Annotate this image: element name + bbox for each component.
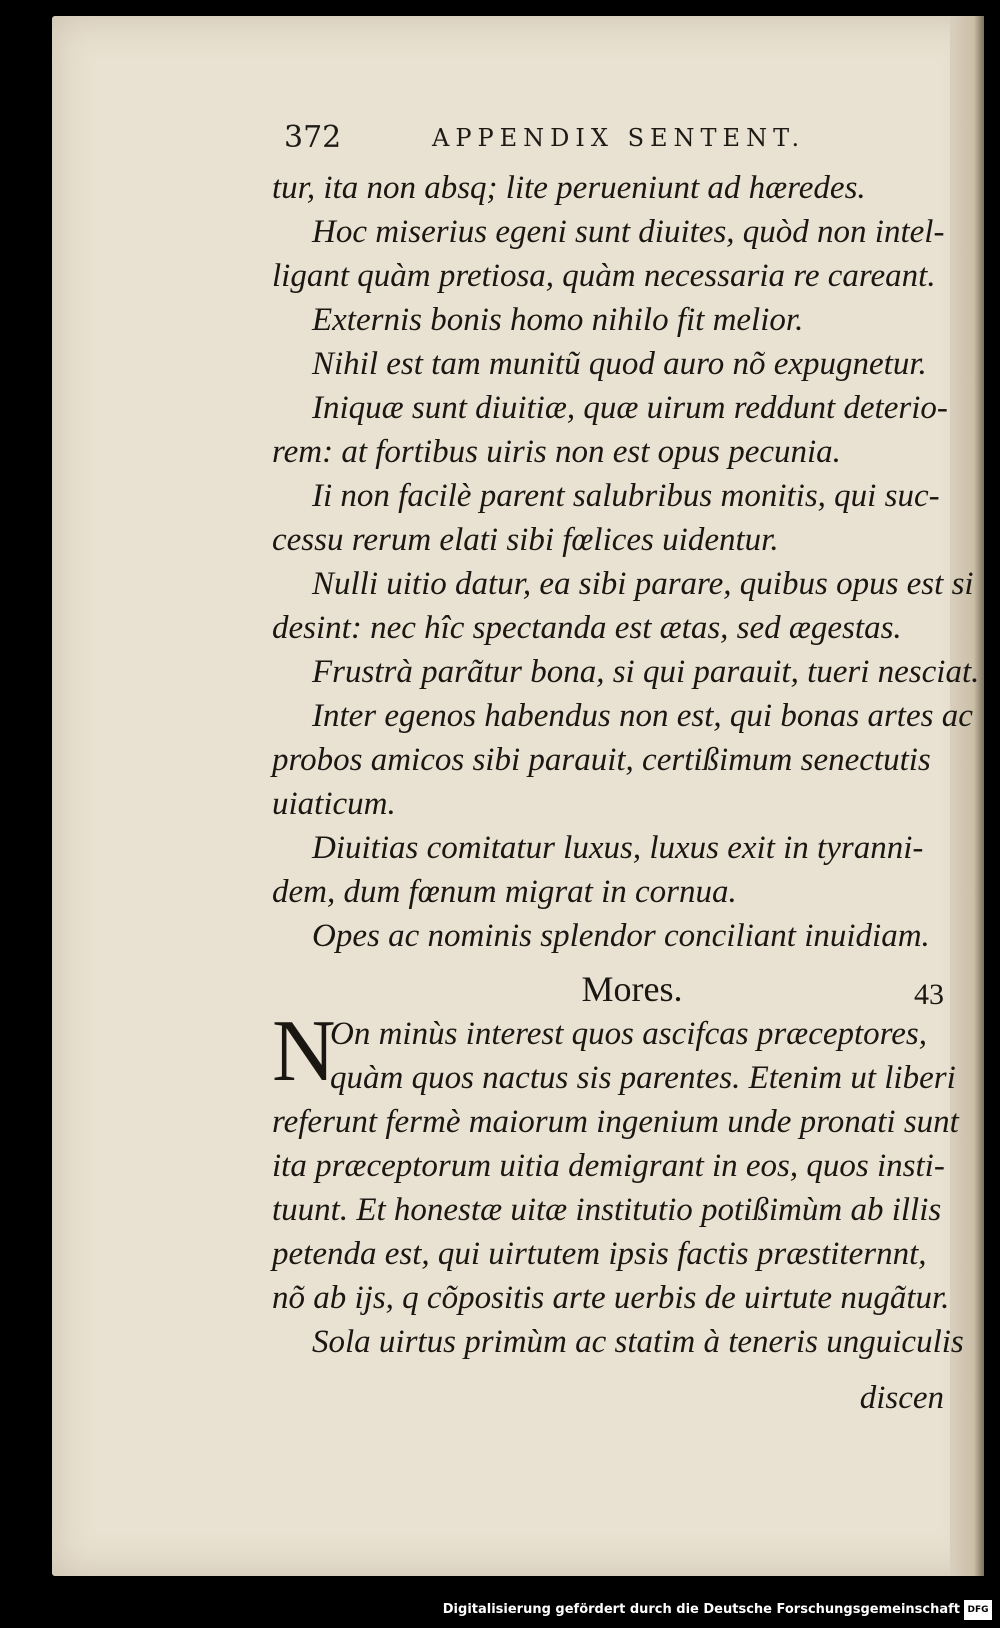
text-line: rem: at fortibus uiris non est opus pecunia. xyxy=(272,434,841,470)
section-paragraph xyxy=(272,1003,992,1364)
catchword: discen xyxy=(859,1380,944,1416)
text-line: cessu rerum elati sibi fœlices uidentur. xyxy=(272,522,779,558)
text-line: ligant quàm pretiosa, quàm necessaria re careant. xyxy=(272,258,936,294)
text-line: referunt fermè maiorum ingenium unde pronati sunt xyxy=(272,1104,959,1140)
text-line: Diuitias comitatur luxus, luxus exit in tyranni- xyxy=(312,830,924,866)
text-line: Iniquæ sunt diuitiæ, quæ uirum reddunt deterio- xyxy=(312,390,948,426)
text-line: Opes ac nominis splendor conciliant inuidiam. xyxy=(312,918,930,954)
text-line: tur, ita non absq; lite perueniunt ad hæredes. xyxy=(272,170,866,206)
text-line: probos amicos sibi parauit, certißimum senectutis xyxy=(272,742,931,778)
section-title: Mores. xyxy=(581,969,683,1009)
text-line: tuunt. Et honestæ uitæ institutio potißimùm ab illis xyxy=(272,1192,942,1228)
drop-capital: N xyxy=(272,1003,336,1100)
running-head: APPENDIX SENTENT. xyxy=(432,124,806,152)
text-line: Hoc miserius egeni sunt diuites, quòd non intel- xyxy=(312,214,945,250)
text-line: nõ ab ijs, q cõpositis arte uerbis de uirtute nugãtur. xyxy=(272,1280,950,1316)
text-line: desint: nec hîc spectanda est ætas, sed ægestas. xyxy=(272,610,902,646)
text-line: petenda est, qui uirtutem ipsis factis præstiternnt, xyxy=(272,1236,927,1272)
text-line: Nulli uitio datur, ea sibi parare, quibus opus est si xyxy=(312,566,974,602)
folio-number: 372 xyxy=(284,120,342,155)
text-line: On minùs interest quos ascifcas præceptores, xyxy=(330,1016,928,1052)
dfg-logo-icon: DFG xyxy=(964,1600,992,1620)
text-line: dem, dum fœnum migrat in cornua. xyxy=(272,874,737,910)
text-line: Nihil est tam munitũ quod auro nõ expugnetur. xyxy=(312,346,927,382)
text-line: Inter egenos habendus non est, qui bonas artes ac xyxy=(312,698,973,734)
signature-mark: 43 xyxy=(914,978,944,1011)
text-line: quàm quos nactus sis parentes. Etenim ut liberi xyxy=(330,1060,956,1096)
text-line: Frustrà parãtur bona, si qui parauit, tueri nesciat. xyxy=(312,654,980,690)
text-body xyxy=(272,166,992,1416)
text-line: Externis bonis homo nihilo fit melior. xyxy=(312,302,804,338)
footer-bar xyxy=(0,1596,1000,1628)
text-line: Ii non facilè parent salubribus monitis, qui suc- xyxy=(312,478,940,514)
page-header xyxy=(284,120,904,160)
funding-credit: Digitalisierung gefördert durch die Deutsche Forschungsgemeinschaft xyxy=(442,1602,960,1617)
book-page xyxy=(52,16,984,1576)
text-line: Sola uirtus primùm ac statim à teneris unguiculis xyxy=(312,1324,964,1360)
text-line: ita præceptorum uitia demigrant in eos, quos insti- xyxy=(272,1148,945,1184)
text-line: uiaticum. xyxy=(272,786,396,822)
